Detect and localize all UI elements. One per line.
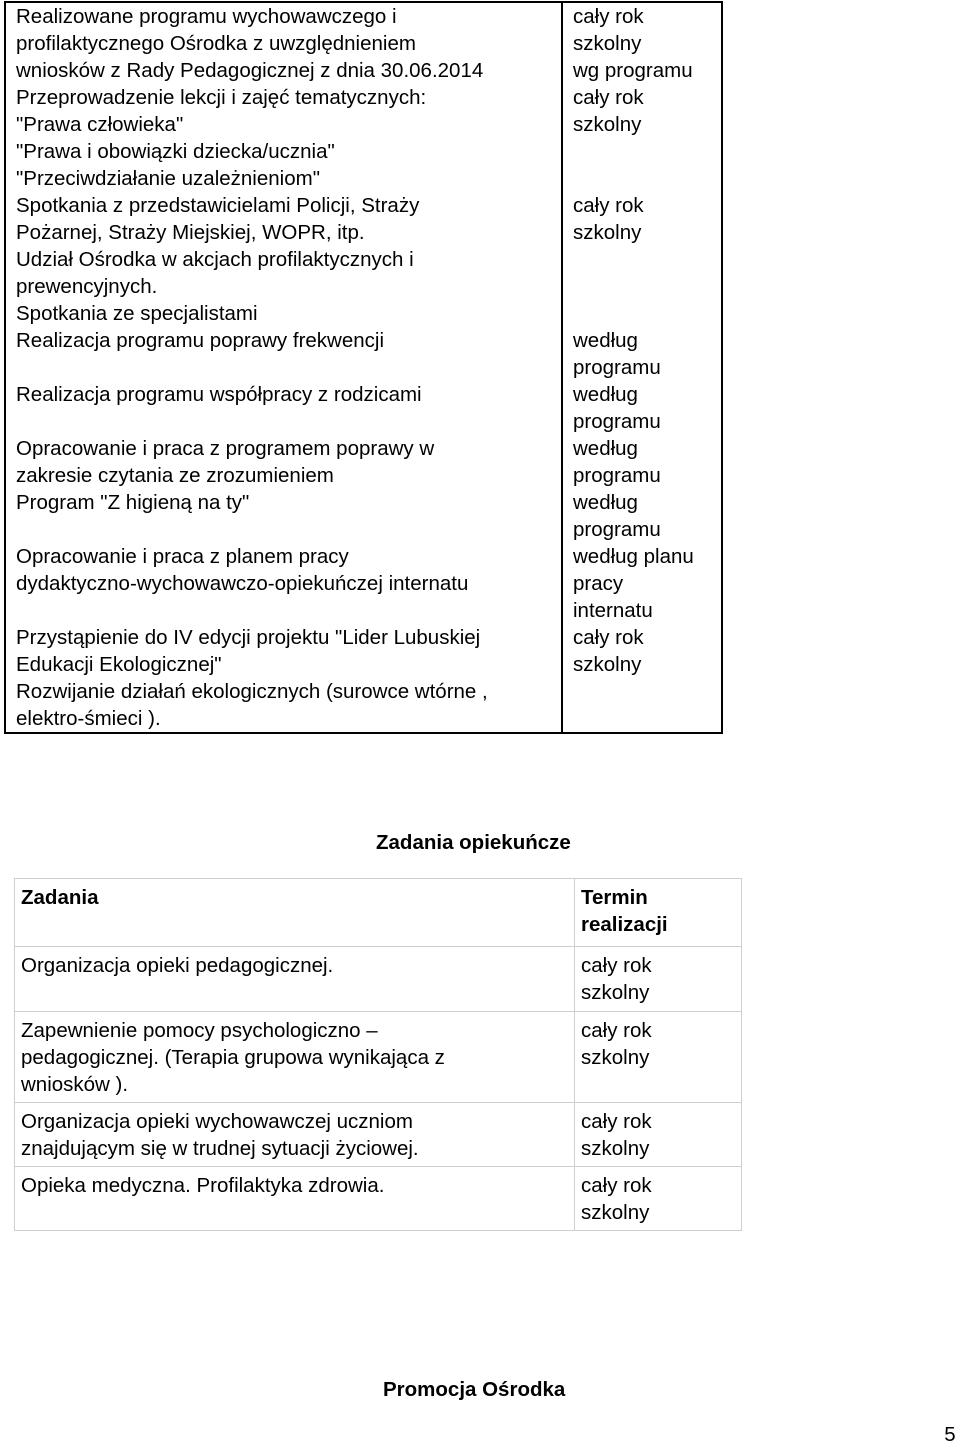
task-cell: Organizacja opieki pedagogicznej. [15,947,575,1012]
task-cell: Przeprowadzenie lekcji i zajęć tematycznych: "Prawa człowieka" "Prawa i obowiązki dziecka/ucznia" "Przeciwdziałanie uzależnieniom" [16,86,427,190]
task-cell: Realizacja programu współpracy z rodzicami [16,383,422,406]
page-number: 5 [944,1423,956,1446]
header-tasks: Zadania [15,879,575,947]
care-tasks-table [14,878,742,1231]
task-cell: Realizowane programu wychowawczego i profilaktycznego Ośrodka z uwzględnieniem wniosków z Rady Pedagogicznej z dnia 30.06.2014 [16,5,484,82]
term-cell: według programu [573,491,661,541]
term-cell: według programu [573,329,661,379]
task-cell: Zapewnienie pomocy psychologiczno – pedagogicznej. (Terapia grupowa wynikająca z wniosków ). [15,1012,575,1103]
term-cell: cały rok szkolny [575,1012,742,1103]
tasks-table-continued [4,1,723,734]
term-cell: cały rok szkolny [575,1167,742,1231]
table-row [15,947,742,1012]
task-cell: Spotkania z przedstawicielami Policji, Straży Pożarnej, Straży Miejskiej, WOPR, itp. Udział Ośrodka w akcjach profilaktycznych i prewencyjnych. Spotkania ze specjalistami [16,194,420,325]
task-cell: Opieka medyczna. Profilaktyka zdrowia. [15,1167,575,1231]
task-cell: Program "Z higieną na ty" [16,491,250,514]
term-cell: cały rok szkolny [573,194,644,244]
term-cell: według planu pracy internatu [573,545,694,622]
term-cell: cały rok szkolny [575,1103,742,1167]
table-header-row [15,879,742,947]
table-row [15,1012,742,1103]
task-cell: Opracowanie i praca z planem pracy dydaktyczno-wychowawczo-opiekuńczej internatu [16,545,469,595]
header-term: Termin realizacji [575,879,742,947]
section-title-care-tasks: Zadania opiekuńcze [376,831,571,854]
terms-column [563,3,721,732]
term-cell: według programu [573,383,661,433]
table-row [15,1103,742,1167]
task-cell: Przystąpienie do IV edycji projektu "Lider Lubuskiej Edukacji Ekologicznej" Rozwijanie działań ekologicznych (surowce wtórne , elektro-śmieci ). [16,626,488,730]
term-cell: cały rok szkolny wg programu [573,5,693,82]
term-cell: według programu [573,437,661,487]
term-cell: cały rok szkolny [573,86,644,136]
task-cell: Realizacja programu poprawy frekwencji [16,329,385,352]
task-cell: Organizacja opieki wychowawczej uczniom znajdującym się w trudnej sytuacji życiowej. [15,1103,575,1167]
tasks-column [6,3,563,732]
term-cell: cały rok szkolny [575,947,742,1012]
table-row [15,1167,742,1231]
term-cell: cały rok szkolny [573,626,644,676]
section-title-promotion: Promocja Ośrodka [383,1378,566,1401]
task-cell: Opracowanie i praca z programem poprawy w zakresie czytania ze zrozumieniem [16,437,435,487]
